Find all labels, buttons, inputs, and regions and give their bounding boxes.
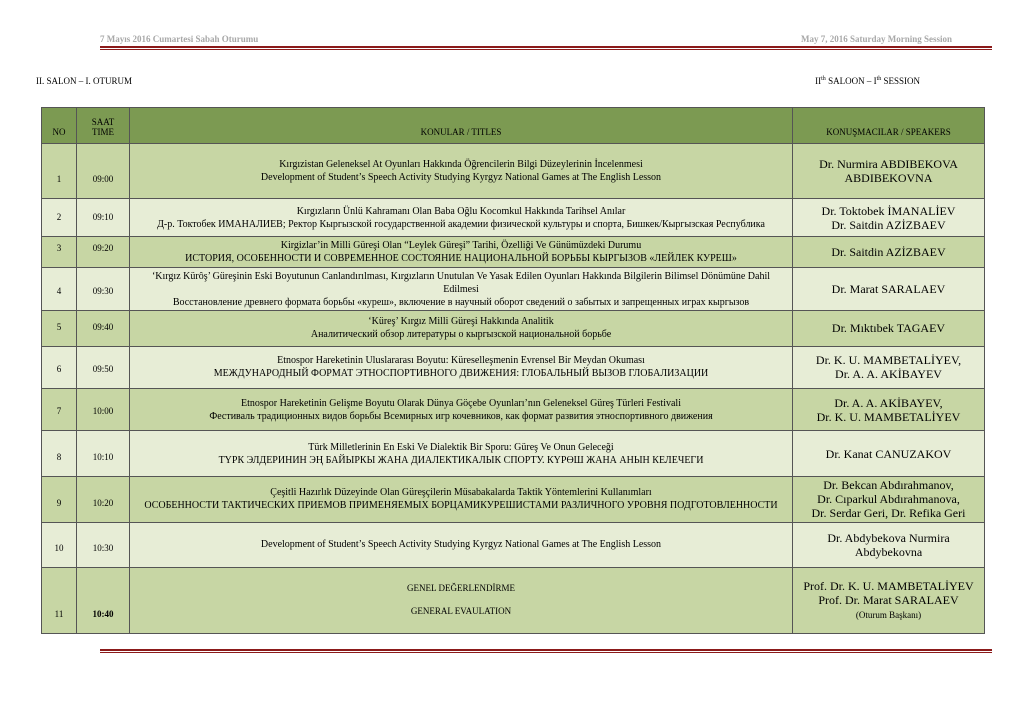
row-number: 10 [42,522,77,567]
table-row [42,522,985,567]
row-number: 1 [42,144,77,199]
salon-title-en: IIth SALOON – Ith SESSION [815,76,920,86]
row-speakers: Dr. Saitdin AZİZBAEV [793,237,985,268]
row-number: 7 [42,388,77,430]
row-number: 3 [42,237,77,268]
table-row [42,237,985,268]
row-topic: Development of Student’s Speech Activity Studying Kyrgyz National Games at The English Lesson [130,522,793,567]
table-row [42,346,985,388]
table-row [42,268,985,310]
row-number: 11 [42,567,77,633]
salon-title-tr: II. SALON – I. OTURUM [36,76,132,86]
row-time: 09:20 [77,237,130,268]
row-number: 5 [42,310,77,346]
col-header-topics: KONULAR / TITLES [130,108,793,144]
row-speakers: Dr. Marat SARALAEV [793,268,985,310]
row-topic: Çeşitli Hazırlık Düzeyinde Olan Güreşçilerin Müsabakalarda Taktik Yöntemlerini Kullanımları ОСОБЕННОСТИ ТАКТИЧЕСКИХ ПРИЕМОВ ПРИМЕНЯЕМЫХ БОРЦАМИКУРЕШИСТАМИ РАЗЛИЧНОГО УРОВНЯ ПОДГОТОВЛЕННОСТИ [130,477,793,522]
row-number: 6 [42,346,77,388]
row-time: 09:40 [77,310,130,346]
row-time: 09:10 [77,199,130,237]
row-time: 10:20 [77,477,130,522]
row-speakers: Dr. A. A. AKİBAYEV, Dr. K. U. MAMBETALİYEV [793,388,985,430]
table-row [42,477,985,522]
col-header-time: SAAT TIME [77,108,130,144]
header-date-tr: 7 Mayıs 2016 Cumartesi Sabah Oturumu [100,34,259,44]
table-row [42,144,985,199]
row-topic: ‘Küreş’ Kırgız Milli Güreşi Hakkında Analitik Аналитический обзор литературы о кыргызской национальной борьбе [130,310,793,346]
header-rule [100,46,992,50]
row-time: 10:00 [77,388,130,430]
row-time: 09:50 [77,346,130,388]
row-time: 10:10 [77,431,130,477]
row-number: 2 [42,199,77,237]
row-topic: Etnospor Hareketinin Gelişme Boyutu Olarak Dünya Göçebe Oyunları’nın Geleneksel Güreş Türleri Festivali Фестиваль традиционных видов борьбы Всемирных игр кочевников, как формат развития этноспортивного движения [130,388,793,430]
footer-rule [100,649,992,653]
row-speakers: Dr. Bekcan Abdırahmanov, Dr. Cıparkul Abdırahmanova, Dr. Serdar Geri, Dr. Refika Geri [793,477,985,522]
row-time: 09:30 [77,268,130,310]
row-speakers: Dr. Kanat CANUZAKOV [793,431,985,477]
row-number: 9 [42,477,77,522]
table-row [42,199,985,237]
row-speakers: Dr. Mıktıbek TAGAEV [793,310,985,346]
row-number: 4 [42,268,77,310]
row-speakers: Prof. Dr. K. U. MAMBETALİYEV Prof. Dr. Marat SARALAEV (Oturum Başkanı) [793,567,985,633]
row-speakers: Dr. Toktobek İMANALİEV Dr. Saitdin AZİZBAEV [793,199,985,237]
row-time: 10:30 [77,522,130,567]
col-header-speakers: KONUŞMACILAR / SPEAKERS [793,108,985,144]
row-topic: Etnospor Hareketinin Uluslararası Boyutu: Küreselleşmenin Evrensel Bir Meydan Okuması МЕЖДУНАРОДНЫЙ ФОРМАТ ЭТНОСПОРТИВНОГО ДВИЖЕНИЯ: ГЛОБАЛЬНЫЙ ВЫЗОВ ГЛОБАЛИЗАЦИИ [130,346,793,388]
table-row [42,431,985,477]
row-speakers: Dr. K. U. MAMBETALİYEV, Dr. A. A. AKİBAYEV [793,346,985,388]
chair-note: (Oturum Başkanı) [855,609,922,620]
col-header-no: NO [42,108,77,144]
table-header-row [42,108,985,144]
row-topic: Türk Milletlerinin En Eski Ve Dialektik Bir Sporu: Güreş Ve Onun Geleceği ТҮРК ЭЛДЕРИНИН ЭҢ БАЙЫРКЫ ЖАНА ДИАЛЕКТИКАЛЫК СПОРТУ. КҮРӨШ ЖАНА АНЫН КЕЛЕЧЕГИ [130,431,793,477]
table-row [42,567,985,633]
row-time: 10:40 [77,567,130,633]
header-date-en: May 7, 2016 Saturday Morning Session [800,34,952,44]
row-topic: Kırgızistan Geleneksel At Oyunları Hakkında Öğrencilerin Bilgi Düzeylerinin İncelenmesi Development of Student’s Speech Activity Studying Kyrgyz National Games at The English Lesson [130,144,793,199]
session-schedule-table [41,107,985,634]
row-time: 09:00 [77,144,130,199]
row-speakers: Dr. Abdybekova Nurmira Abdybekovna [793,522,985,567]
table-row [42,310,985,346]
row-topic: GENEL DEĞERLENDİRME GENERAL EVAULATION [130,567,793,633]
row-topic: Kırgızların Ünlü Kahramanı Olan Baba Oğlu Kocomkul Hakkında Tarihsel Anılar Д-р. Токтобек ИМАНАЛИЕВ; Ректор Кыргызской государственной академии физической культуры и спорта, Бишкек/Кыргызская Республика [130,199,793,237]
row-topic: Kirgizlar’in Milli Güreşi Olan “Leylek Güreşi” Tarihi, Özelliği Ve Günümüzdeki Durumu ИСТОРИЯ, ОСОБЕННОСТИ И СОВРЕМЕННОЕ СОСТОЯНИЕ НАЦИОНАЛЬНОЙ БОРЬБЫ КЫРГЫЗОВ «ЛЕЙЛЕК КУРЕШ» [130,237,793,268]
row-number: 8 [42,431,77,477]
row-speakers: Dr. Nurmira ABDIBEKOVA ABDIBEKOVNA [793,144,985,199]
row-topic: ‘Kırgız Kürôş’ Güreşinin Eski Boyutunun Canlandırılması, Kırgızların Unutulan Ve Yasak Edilen Oyunları Hakkında Bilgilerin Bilimsel Dönümüne Dahil Edilmesi Восстановление древнего формата борьбы «куреш», включение в научный оборот сведений о забытых и запрещенных играх кыргызов [130,268,793,310]
table-row [42,388,985,430]
